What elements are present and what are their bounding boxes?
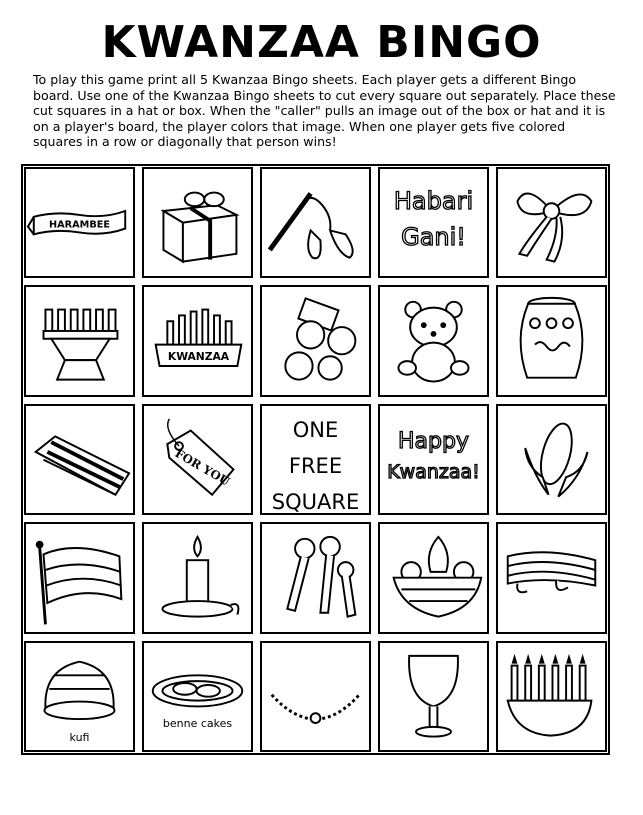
gani-text: Gani! — [401, 223, 466, 251]
cell-bracelet — [260, 641, 371, 752]
keys-icon — [262, 524, 369, 631]
cell-cloth — [496, 522, 607, 633]
benne-cakes-plate-icon — [144, 643, 251, 750]
kinara-icon — [26, 287, 133, 394]
instructions-text: To play this game print all 5 Kwanzaa Bingo sheets. Each player gets a different Bingo board. Use one of the Kwanzaa Bingo sheets to cut every square out separately. Place these cut squares in a hat or box. When the "caller" pulls an image out of the box or hat and it is on a player's board, the player colors that image. When one player gets five colored squares in a row or diagonally that person wins! — [33, 72, 616, 150]
cell-shekere — [260, 167, 371, 278]
cell-gift — [142, 167, 253, 278]
harambee-text: HARAMBEE — [48, 219, 111, 231]
cell-teddy-bear — [378, 285, 489, 396]
ribbon-bow-icon — [498, 169, 605, 276]
cell-fruit-basket — [378, 522, 489, 633]
harambee-banner-icon — [26, 169, 133, 276]
woven-mat-icon — [26, 406, 133, 513]
happy-text: Happy — [398, 428, 469, 454]
cell-ribbon — [496, 167, 607, 278]
bracelet-icon — [262, 643, 369, 750]
cell-harambee — [24, 167, 135, 278]
cell-mat — [24, 404, 135, 515]
cell-for-you-tag — [142, 404, 253, 515]
free-square-text — [262, 412, 369, 515]
kwanzaa-candles-icon — [144, 287, 251, 394]
page-title: KWANZAA BINGO — [101, 17, 542, 68]
flag-icon — [26, 524, 133, 631]
gift-tag-icon — [144, 406, 251, 513]
cell-kufi — [24, 641, 135, 752]
kufi-label: kufi — [69, 731, 90, 744]
fruit-basket-icon — [380, 524, 487, 631]
cell-benne-cakes — [142, 641, 253, 752]
patterned-cloth-icon — [498, 524, 605, 631]
kwanzaa-banner-text: KWANZAA — [167, 350, 230, 364]
kwanzaa-text: Kwanzaa! — [387, 460, 480, 483]
free-line-three: SQUARE — [271, 489, 360, 514]
cell-money — [260, 285, 371, 396]
bingo-board — [24, 167, 607, 752]
candle-icon — [144, 524, 251, 631]
cell-kwanzaa-candles — [142, 285, 253, 396]
benne-cakes-label: benne cakes — [162, 717, 233, 730]
cell-happy-kwanzaa — [378, 404, 489, 515]
money-coins-icon — [262, 287, 369, 394]
for-you-text: FOR YOU — [172, 445, 233, 489]
cell-candle — [142, 522, 253, 633]
cell-keys — [260, 522, 371, 633]
free-line-two: FREE — [288, 453, 343, 478]
unity-cup-icon — [380, 643, 487, 750]
decorated-vase-icon — [498, 287, 605, 394]
cell-vase — [496, 285, 607, 396]
lit-kinara-icon — [498, 643, 605, 750]
habari-text: Habari — [393, 187, 474, 215]
cell-habari-gani — [378, 167, 489, 278]
cell-flag — [24, 522, 135, 633]
free-line-one: ONE — [292, 417, 339, 442]
cell-unity-cup — [378, 641, 489, 752]
musical-instrument-icon — [262, 169, 369, 276]
teddy-bear-icon — [380, 287, 487, 394]
corn-icon — [498, 406, 605, 513]
cell-corn — [496, 404, 607, 515]
cell-kinara — [24, 285, 135, 396]
cell-free-square[interactable] — [260, 404, 371, 515]
cell-kinara-lit — [496, 641, 607, 752]
gift-box-icon — [144, 169, 251, 276]
